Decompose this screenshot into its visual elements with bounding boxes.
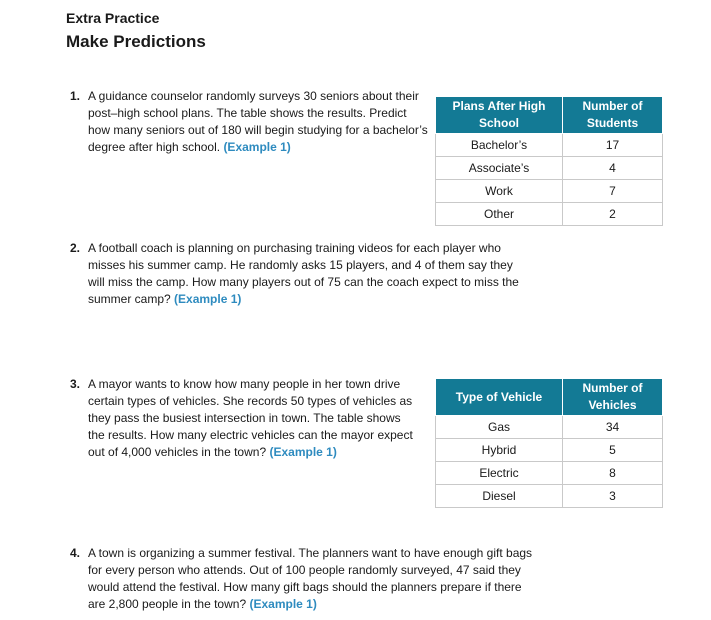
table-row — [436, 157, 663, 180]
page-title: Make Predictions — [66, 32, 206, 51]
example-link[interactable]: (Example 1) — [174, 292, 242, 306]
table-header-row — [436, 97, 663, 134]
table-row — [436, 485, 663, 508]
table-row — [436, 134, 663, 157]
table-cell: 8 — [563, 462, 663, 485]
problem-text: A football coach is planning on purchasing training videos for each player who misses his summer camp. He randomly asks 15 players, and 4 of them say they will miss the camp. How many players out of 75 can the coach expect to miss the summer camp? — [88, 241, 519, 306]
problem-number: 3. — [70, 377, 81, 391]
table-cell: 5 — [563, 439, 663, 462]
table-row — [436, 416, 663, 439]
table-cell: Work — [436, 180, 563, 203]
table-header-row — [436, 379, 663, 416]
table-cell: Associate’s — [436, 157, 563, 180]
table-cell: Diesel — [436, 485, 563, 508]
section-label: Extra Practice — [66, 10, 160, 26]
problem-text: A town is organizing a summer festival. The planners want to have enough gift bags for every person who attends. Out of 100 people randomly surveyed, 47 said they would attend the festival. How many gift bags should the planners prepare if there are 2,800 people in the town? — [88, 546, 533, 611]
table-cell: Hybrid — [436, 439, 563, 462]
column-header: Type of Vehicle — [436, 379, 563, 416]
vehicles-table — [435, 378, 663, 508]
table-cell: 7 — [563, 180, 663, 203]
table-cell: 34 — [563, 416, 663, 439]
plans-table — [435, 96, 663, 226]
table-cell: 4 — [563, 157, 663, 180]
problem-number: 2. — [70, 241, 81, 255]
table-row — [436, 203, 663, 226]
table-row — [436, 462, 663, 485]
problem-text: A guidance counselor randomly surveys 30 seniors about their post–high school plans. The table shows the results. Predict how many seniors out of 180 will begin studying for a bachelor’s degree after high school. — [88, 89, 428, 154]
column-header: Number of Vehicles — [563, 379, 663, 416]
table-cell: 17 — [563, 134, 663, 157]
problem-1 — [70, 88, 430, 156]
table-cell: Bachelor’s — [436, 134, 563, 157]
table-cell: Other — [436, 203, 563, 226]
column-header: Plans After High School — [436, 97, 563, 134]
table-cell: Electric — [436, 462, 563, 485]
column-header: Number of Students — [563, 97, 663, 134]
example-link[interactable]: (Example 1) — [249, 597, 317, 611]
table-row — [436, 180, 663, 203]
problem-4 — [70, 545, 535, 613]
problem-text: A mayor wants to know how many people in her town drive certain types of vehicles. She records 50 types of vehicles as they pass the busiest intersection in town. The table shows the results. How many electric vehicles can the mayor expect out of 4,000 vehicles in the town? — [88, 377, 413, 459]
problem-number: 4. — [70, 546, 81, 560]
problem-3 — [70, 376, 415, 461]
table-row — [436, 439, 663, 462]
example-link[interactable]: (Example 1) — [223, 140, 291, 154]
example-link[interactable]: (Example 1) — [269, 445, 337, 459]
table-cell: 2 — [563, 203, 663, 226]
problem-2 — [70, 240, 520, 308]
table-cell: Gas — [436, 416, 563, 439]
problem-number: 1. — [70, 89, 81, 103]
table-cell: 3 — [563, 485, 663, 508]
